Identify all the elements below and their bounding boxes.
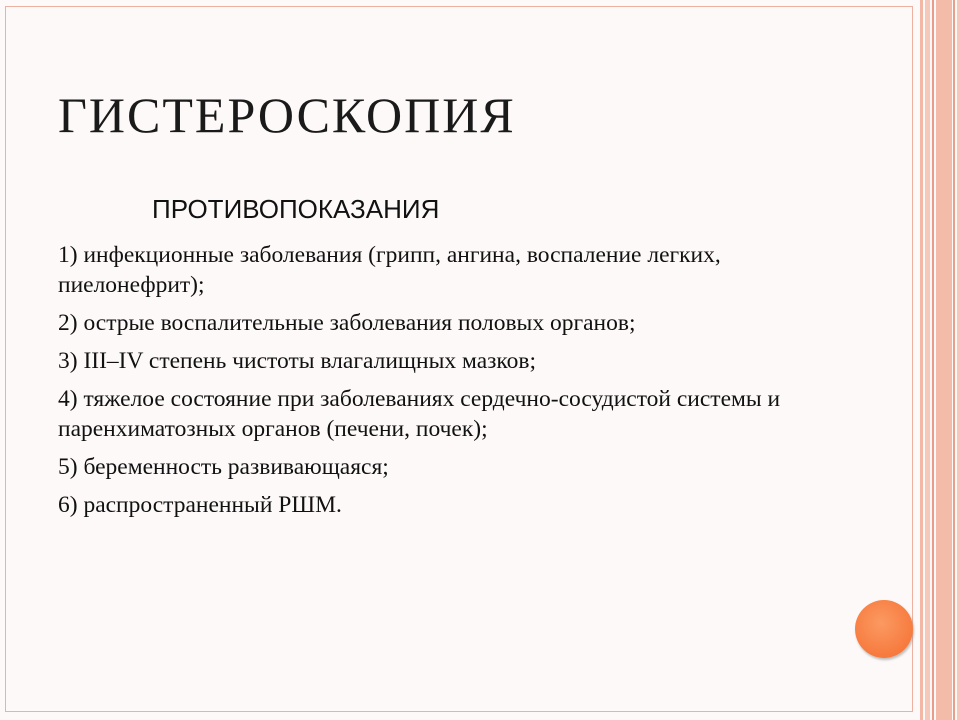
decorative-stripe — [920, 0, 923, 720]
decorative-stripe — [953, 0, 955, 720]
decorative-circle — [855, 600, 913, 658]
slide-title: ГИСТЕРОСКОПИЯ — [58, 87, 516, 143]
list-item: 5) беременность развивающаяся; — [58, 454, 389, 480]
slide-subtitle: ПРОТИВОПОКАЗАНИЯ — [152, 194, 440, 224]
list-item: 2) острые воспалительные заболевания половых органов; — [58, 310, 636, 336]
decorative-stripe — [925, 0, 930, 720]
list-item: 6) распространенный РШМ. — [58, 492, 342, 518]
contraindications-list — [58, 240, 818, 528]
decorative-stripe — [936, 0, 952, 720]
list-item: 3) III–IV степень чистоты влагалищных мазков; — [58, 348, 537, 374]
decorative-stripe — [932, 0, 934, 720]
list-item: 4) тяжелое состояние при заболеваниях сердечно-сосудистой системы и паренхиматозных органов (печени, почек); — [58, 386, 781, 442]
list-item: 1) инфекционные заболевания (грипп, ангина, воспаление легких, пиелонефрит); — [58, 242, 721, 298]
